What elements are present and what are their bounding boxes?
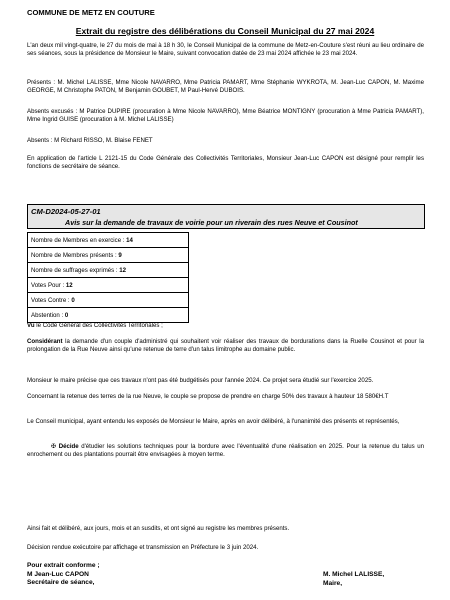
signature-maire [323,571,384,588]
signature-secretaire [27,562,100,588]
vote-value: 0 [71,296,75,304]
conseil-paragraph: Le Conseil municipal, ayant entendu les exposés de Monsieur le Maire, après en avoir délibéré, à l'unanimité des présents et représentés, [27,418,400,425]
table-row [28,293,189,308]
decide-bullet-icon: ✠ [51,443,57,450]
maire-role: Maire, [323,579,343,587]
vote-label: Abstention : [31,311,65,319]
vote-label: Votes Pour : [31,281,66,289]
vote-value: 12 [119,266,127,274]
vu-text: le Code Général des Collectivités Territoriales ; [34,322,163,329]
vote-label: Nombre de Membres en exercice : [31,236,127,244]
absents-paragraph: Absents : M Richard RISSO, M. Blaise FENET [27,137,153,144]
commune-name: COMMUNE DE METZ EN COUTURE [27,8,155,17]
secretaire-name: M Jean-Luc CAPON [27,570,89,578]
secretaire-role: Secrétaire de séance, [27,579,95,587]
vote-label: Nombre de suffrages exprimés : [31,266,120,274]
vote-label: Votes Contre : [31,296,72,304]
vote-value: 14 [126,236,133,244]
document-title: Extrait du registre des délibérations du Conseil Municipal du 27 mai 2024 [75,26,375,36]
deliberation-subject: Avis sur la demande de travaux de voirie pour un riverain des rues Neuve et Cousinot [65,218,358,227]
presents-paragraph: Présents : M. Michel LALISSE, Mme Nicole NAVARRO, Mme Patricia PAMART, Mme Stéphanie WYKROTA, M. Jean-Luc CAPON, M. Maxime GEORGE, M Christophe PATON, M Benjamin GOUBET, M Paul-Hervé DUBOIS. [27,79,424,94]
vu-lead: Vu [27,322,35,329]
considerant-text: la demande d'un couple d'administré qui souhaitent voir réaliser des travaux de bordurations dans la Ruelle Cousinot et pour la prolongation de la Rue Neuve ainsi qu'une retenue de terre d'un talus limitrophe au domaine public. [27,338,424,353]
maire-name: M. Michel LALISSE, [323,571,385,578]
ainsi-paragraph: Ainsi fait et délibéré, aux jours, mois et an susdits, et ont signé au registre les membres présents. [27,525,290,532]
considerant-paragraph [27,338,424,353]
table-row [28,308,189,323]
decide-lead: Décide [58,443,79,450]
table-row [28,233,189,248]
decide-paragraph [27,443,424,458]
secretaire-paragraph: En application de l'article L 2121-15 du Code Générale des Collectivités Territoriales, Monsieur Jean-Luc CAPON est désigné pour remplir les fonctions de secrétaire de séance. [27,155,424,170]
decide-text: d'étudier les solutions techniques pour la bordure avec l'éventualité d'une réalisation en 2025. Pour la retenue du talus un enrochement ou des plantations pourrait être envisagées à moyen terme. [27,443,424,458]
decision-paragraph: Décision rendue exécutoire par affichage et transmission en Préfecture le 3 juin 2024. [27,544,259,551]
deliberation-code: CM-D2024-05-27-01 [31,207,101,216]
deliberation-header-box [27,204,425,229]
vu-paragraph [27,322,424,330]
excuses-paragraph: Absents excusés : M Patrice DUPIRE (procuration à Mme Nicole NAVARRO), Mme Béatrice MONTIGNY (procuration à Mme Patricia PAMART), Mme Ingrid GUISE (procuration à M. Michel LALISSE) [27,108,424,123]
budget-paragraph: Monsieur le maire précise que ces travaux n'ont pas été budgétisés pour l'année 2024. Ce projet sera étudié sur l'exercice 2025. [27,377,374,384]
vote-value: 0 [64,311,69,319]
vote-label: Nombre de Membres présents : [31,251,119,259]
vote-value: 12 [65,281,73,289]
vote-value: 9 [118,251,122,259]
table-row [28,278,189,293]
convocation-paragraph: L'an deux mil vingt-quatre, le 27 du mois de mai à 18 h 30, le Conseil Municipal de la commune de Metz-en-Couture s'est réuni au lieu ordinaire de ses séances, sous la présidence de Monsieur le Maire, suivant convocation datée de 23 mai 2024 affichée le 23 mai 2024. [27,42,424,57]
table-row [28,248,189,263]
considerant-lead: Considérant [27,338,63,345]
retenue-paragraph: Concernant la retenue des terres de la rue Neuve, le couple se propose de prendre en charge 50% des travaux à hauteur 18 580€H.T [27,393,389,400]
extrait-conforme-label: Pour extrait conforme ; [27,562,100,569]
table-row [28,263,189,278]
votes-table [27,232,189,323]
